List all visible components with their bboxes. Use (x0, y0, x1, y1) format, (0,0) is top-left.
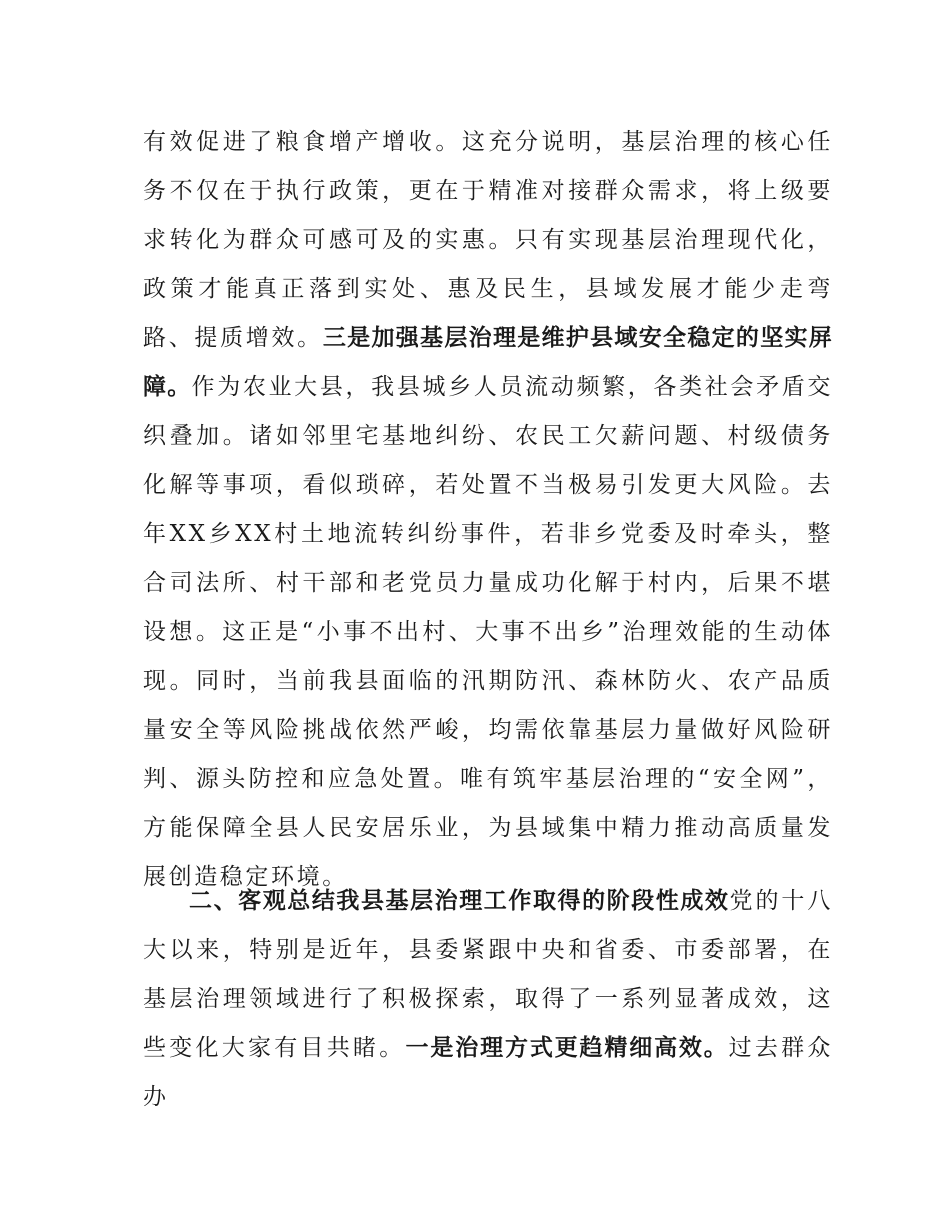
paragraph-text: 党的十八大以来，特别是近年，县委紧跟中央和省委、市委部署，在基层治理领域进行了积极探索，取得了一系列显著成效，这些变化大家有目共睹。 (143, 888, 834, 1061)
paragraph-text: 作为农业大县，我县城乡人员流动频繁，各类社会矛盾交织叠加。诸如邻里宅基地纠纷、农民工欠薪问题、村级债务化解等事项，看似琐碎，若处置不当极易引发更大风险。去年XX乡XX村土地流转纠纷事件，若非乡党委及时牵头，整合司法所、村干部和老党员力量成功化解于村内，后果不堪设想。这正是“小事不出村、大事不出乡”治理效能的生动体现。同时，当前我县面临的汛期防汛、森林防火、农产品质量安全等风险挑战依然严峻，均需依靠基层力量做好风险研判、源头防控和应急处置。唯有筑牢基层治理的“安全网”，方能保障全县人民安居乐业，为县域集中精力推动高质量发展创造稳定环境。 (143, 374, 834, 890)
section-heading-two: 二、客观总结我县基层治理工作取得的阶段性成效 (189, 888, 730, 914)
paragraph-text: 过去群众办 (143, 1035, 834, 1110)
paragraph-text: 有效促进了粮食增产增收。这充分说明，基层治理的核心任务不仅在于执行政策，更在于精准对接群众需求，将上级要求转化为群众可感可及的实惠。只有实现基层治理现代化，政策才能真正落到实处、惠及民生，县域发展才能少走弯路、提质增效。 (143, 129, 833, 351)
bold-heading-point-three: 三是加强基层治理是维护县域安全稳定的坚实屏障。 (143, 325, 833, 400)
paragraph-section-two (143, 877, 833, 1122)
bold-heading-point-one: 一是治理方式更趋精细高效。 (405, 1035, 729, 1061)
paragraph-safety-stability (143, 118, 833, 902)
